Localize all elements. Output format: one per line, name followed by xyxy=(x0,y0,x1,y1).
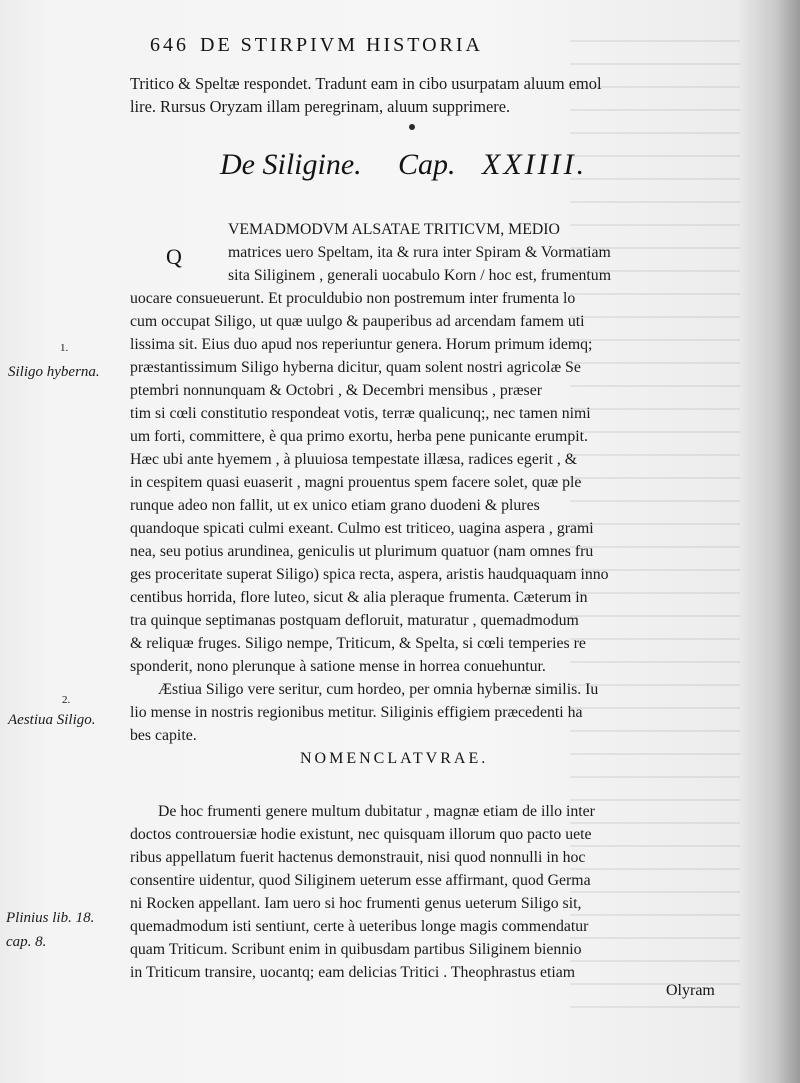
text-line: runque adeo non fallit, ut ex unico etiam grano duodeni & plures xyxy=(130,497,540,514)
margin-mark: 1. xyxy=(60,342,69,354)
text-line: nea, seu potius arundinea, geniculis ut plurimum quatuor (nam omnes fru xyxy=(130,543,594,560)
text-line: Hæc ubi ante hyemem , à pluuiosa tempestate illæsa, radices egerit , & xyxy=(130,451,578,468)
margin-note: Aestiua Siligo. xyxy=(8,712,96,728)
text-line: matrices uero Speltam, ita & rura inter Spiram & Vormatiam xyxy=(228,244,611,261)
margin-note: Plinius lib. 18. xyxy=(6,910,95,926)
text-line: cum occupat Siligo, ut quæ uulgo & pauperibus ad arcendam famem uti xyxy=(130,313,585,330)
page-header xyxy=(150,34,610,60)
text-line: consentire uidentur, quod Siliginem ueterum esse affirmant, quod Germa xyxy=(130,872,591,889)
nomenclature-heading: NOMENCLATVRAE. xyxy=(300,750,489,767)
text-line: ribus appellatum fuerit hactenus demonstrauit, nisi quod nonnulli in hoc xyxy=(130,849,586,866)
text-line: lio mense in nostris regionibus metitur. Siliginis effigiem præcedenti ha xyxy=(130,704,583,721)
text-line: tra quinque septimanas postquam defloruit, maturatur , quemadmodum xyxy=(130,612,579,629)
text-line: lissima sit. Eius duo apud nos reperiuntur genera. Horum primum idemq; xyxy=(130,336,593,353)
text-line: Tritico & Speltæ respondet. Tradunt eam in cibo usurpatam aluum emol xyxy=(130,74,602,93)
ornament-dot xyxy=(409,124,415,130)
margin-note: Siligo hyberna. xyxy=(8,364,100,380)
text-line: ges proceritate superat Siligo) spica recta, aspera, aristis haudquaquam inno xyxy=(130,566,609,583)
text-line: sita Siliginem , generali uocabulo Korn / hoc est, frumentum xyxy=(228,267,611,284)
text-line: in Triticum transire, uocantq; eam delicias Tritici . Theophrastus etiam xyxy=(130,964,576,981)
chapter-cap-label: Cap. xyxy=(398,148,456,181)
text-line: lire. Rursus Oryzam illam peregrinam, aluum supprimere. xyxy=(130,97,511,116)
text-line: doctos controuersiæ hodie existunt, nec quisquam illorum quo pacto uete xyxy=(130,826,592,843)
text-line: præstantissimum Siligo hyberna dicitur, quam solent nostri agricolæ Se xyxy=(130,359,581,376)
text-line: centibus horrida, flore luteo, sicut & alia pleraque frumenta. Cæterum in xyxy=(130,589,588,606)
running-head: DE STIRPIVM HISTORIA xyxy=(200,34,483,56)
nomenclature-body xyxy=(130,800,595,984)
text-line: quemadmodum isti sentiunt, certe à ueteribus longe magis commendatur xyxy=(130,918,589,935)
text-line: ni Rocken appellant. Iam uero si hoc frumenti genus ueterum Siligo sit, xyxy=(130,895,582,912)
text-line: quandoque spicati culmi exeant. Culmo est triticeo, uagina aspera , grami xyxy=(130,520,594,537)
text-line: uocare consueuerunt. Et proculdubio non postremum inter frumenta lo xyxy=(130,290,576,307)
margin-mark: 2. xyxy=(62,694,71,706)
text-line: sponderit, nono plerunque à satione mense in horrea conuehuntur. xyxy=(130,658,546,675)
text-line: um forti, committere, è qua primo exortu, herba pene punicante erumpit. xyxy=(130,428,588,445)
text-line: in cespitem quasi euaserit , magni prouentus spem facere solet, quæ ple xyxy=(130,474,582,491)
page-number: 646 xyxy=(150,34,189,56)
text-line: tim si cœli constitutio respondeat votis, terræ qualicunq;, nec tamen nimi xyxy=(130,405,591,422)
catchword: Olyram xyxy=(666,982,715,999)
text-line: quam Triticum. Scribunt enim in quibusdam partibus Siliginem biennio xyxy=(130,941,582,958)
text-line: Æstiua Siligo vere seritur, cum hordeo, per omnia hybernæ similis. Iu xyxy=(158,681,599,698)
text-line: De hoc frumenti genere multum dubitatur , magnæ etiam de illo inter xyxy=(158,803,595,820)
text-line: ptembri nonnunquam & Octobri , & Decembri mensibus , præser xyxy=(130,382,542,399)
top-paragraph xyxy=(130,72,602,118)
text-line: VEMADMODVM ALSATAE TRITICVM, MEDIO xyxy=(228,221,560,238)
initial-letter: Q xyxy=(166,244,182,269)
text-line: bes capite. xyxy=(130,727,197,744)
margin-note: cap. 8. xyxy=(6,934,47,950)
chapter-number: XXIIII. xyxy=(482,148,588,181)
chapter-body xyxy=(130,218,611,747)
text-line: & reliquæ fruges. Siligo nempe, Triticum, & Spelta, si cœli temperies re xyxy=(130,635,586,652)
chapter-title xyxy=(220,148,640,184)
chapter-name: De Siligine. xyxy=(220,148,362,181)
